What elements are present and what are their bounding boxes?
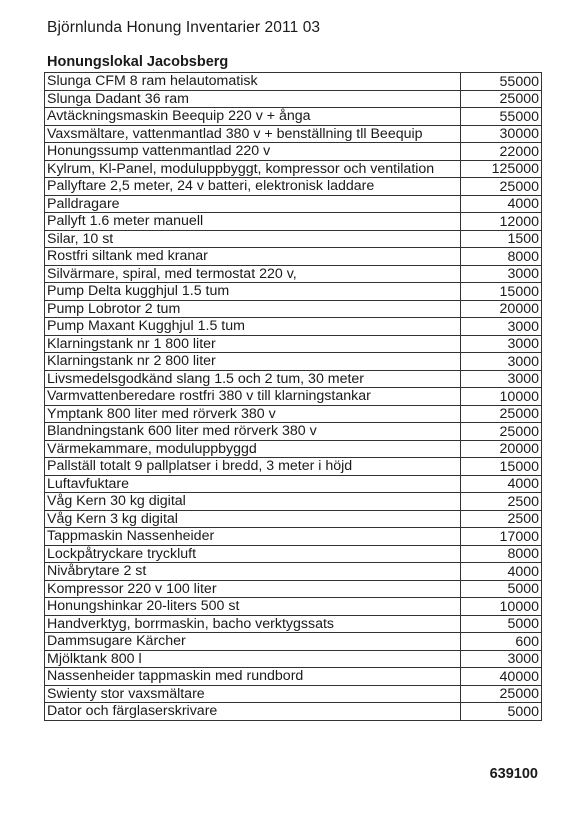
item-description: Pump Maxant Kugghjul 1.5 tum [45, 318, 461, 336]
item-description: Vaxsmältare, vattenmantlad 380 v + benställning tll Beequip [45, 125, 461, 143]
item-description: Kompressor 220 v 100 liter [45, 580, 461, 598]
table-row [45, 300, 542, 318]
table-row [45, 423, 542, 441]
item-description: Kylrum, Kl-Panel, moduluppbyggt, kompressor och ventilation [45, 160, 461, 178]
item-value: 5000 [461, 703, 542, 721]
item-value: 10000 [461, 388, 542, 406]
table-row [45, 370, 542, 388]
item-value: 55000 [461, 73, 542, 91]
item-value: 5000 [461, 615, 542, 633]
item-description: Dator och färglaserskrivare [45, 703, 461, 721]
item-value: 4000 [461, 563, 542, 581]
table-row [45, 633, 542, 651]
table-row [45, 265, 542, 283]
total-value: 639100 [489, 766, 538, 782]
item-description: Rostfri siltank med kranar [45, 248, 461, 266]
table-row [45, 388, 542, 406]
document-title: Björnlunda Honung Inventarier 2011 03 [47, 19, 321, 36]
item-description: Handverktyg, borrmaskin, bacho verktygssats [45, 615, 461, 633]
item-description: Slunga Dadant 36 ram [45, 90, 461, 108]
item-value: 125000 [461, 160, 542, 178]
table-row [45, 493, 542, 511]
inventory-table [44, 72, 542, 721]
item-description: Silvärmare, spiral, med termostat 220 v, [45, 265, 461, 283]
item-value: 600 [461, 633, 542, 651]
item-value: 25000 [461, 405, 542, 423]
item-value: 8000 [461, 248, 542, 266]
item-description: Våg Kern 3 kg digital [45, 510, 461, 528]
table-row [45, 90, 542, 108]
item-description: Dammsugare Kärcher [45, 633, 461, 651]
item-value: 8000 [461, 545, 542, 563]
item-value: 20000 [461, 300, 542, 318]
table-row [45, 405, 542, 423]
item-value: 25000 [461, 178, 542, 196]
item-description: Luftavfuktare [45, 475, 461, 493]
item-description: Pallställ totalt 9 pallplatser i bredd, 3 meter i höjd [45, 458, 461, 476]
table-row [45, 230, 542, 248]
table-row [45, 73, 542, 91]
item-value: 15000 [461, 458, 542, 476]
item-description: Klarningstank nr 1 800 liter [45, 335, 461, 353]
table-row [45, 353, 542, 371]
table-row [45, 510, 542, 528]
item-value: 3000 [461, 650, 542, 668]
item-description: Blandningstank 600 liter med rörverk 380 v [45, 423, 461, 441]
table-row [45, 475, 542, 493]
item-description: Pallyftare 2,5 meter, 24 v batteri, elektronisk laddare [45, 178, 461, 196]
item-description: Pump Lobrotor 2 tum [45, 300, 461, 318]
item-description: Avtäckningsmaskin Beequip 220 v + ånga [45, 108, 461, 126]
table-row [45, 703, 542, 721]
table-row [45, 598, 542, 616]
item-description: Tappmaskin Nassenheider [45, 528, 461, 546]
table-row [45, 335, 542, 353]
table-row [45, 283, 542, 301]
table-row [45, 440, 542, 458]
item-value: 10000 [461, 598, 542, 616]
table-row [45, 458, 542, 476]
item-value: 3000 [461, 265, 542, 283]
item-value: 25000 [461, 685, 542, 703]
item-description: Klarningstank nr 2 800 liter [45, 353, 461, 371]
table-row [45, 545, 542, 563]
item-description: Nivåbrytare 2 st [45, 563, 461, 581]
item-value: 15000 [461, 283, 542, 301]
table-row [45, 108, 542, 126]
inventory-table-body [45, 73, 542, 721]
item-value: 40000 [461, 668, 542, 686]
item-value: 12000 [461, 213, 542, 231]
item-value: 25000 [461, 423, 542, 441]
item-description: Livsmedelsgodkänd slang 1.5 och 2 tum, 30 meter [45, 370, 461, 388]
item-description: Slunga CFM 8 ram helautomatisk [45, 73, 461, 91]
item-description: Pallyft 1.6 meter manuell [45, 213, 461, 231]
item-description: Lockpåtryckare tryckluft [45, 545, 461, 563]
table-row [45, 213, 542, 231]
item-description: Swienty stor vaxsmältare [45, 685, 461, 703]
table-row [45, 178, 542, 196]
item-value: 3000 [461, 335, 542, 353]
table-row [45, 615, 542, 633]
table-row [45, 580, 542, 598]
item-value: 17000 [461, 528, 542, 546]
table-row [45, 528, 542, 546]
section-title: Honungslokal Jacobsberg [47, 54, 229, 70]
item-description: Honungshinkar 20-liters 500 st [45, 598, 461, 616]
table-row [45, 668, 542, 686]
item-description: Honungssump vattenmantlad 220 v [45, 143, 461, 161]
item-value: 3000 [461, 370, 542, 388]
item-value: 2500 [461, 493, 542, 511]
item-value: 22000 [461, 143, 542, 161]
item-description: Nassenheider tappmaskin med rundbord [45, 668, 461, 686]
table-row [45, 318, 542, 336]
item-description: Palldragare [45, 195, 461, 213]
item-value: 4000 [461, 195, 542, 213]
item-description: Varmvattenberedare rostfri 380 v till klarningstankar [45, 388, 461, 406]
item-value: 5000 [461, 580, 542, 598]
item-description: Våg Kern 30 kg digital [45, 493, 461, 511]
table-row [45, 248, 542, 266]
item-value: 2500 [461, 510, 542, 528]
item-description: Mjölktank 800 l [45, 650, 461, 668]
item-value: 25000 [461, 90, 542, 108]
item-value: 20000 [461, 440, 542, 458]
table-row [45, 125, 542, 143]
item-value: 3000 [461, 353, 542, 371]
item-description: Värmekammare, moduluppbyggd [45, 440, 461, 458]
item-value: 1500 [461, 230, 542, 248]
item-description: Ymptank 800 liter med rörverk 380 v [45, 405, 461, 423]
table-row [45, 160, 542, 178]
item-value: 30000 [461, 125, 542, 143]
item-description: Pump Delta kugghjul 1.5 tum [45, 283, 461, 301]
table-row [45, 563, 542, 581]
item-description: Silar, 10 st [45, 230, 461, 248]
item-value: 3000 [461, 318, 542, 336]
table-row [45, 650, 542, 668]
table-row [45, 685, 542, 703]
table-row [45, 143, 542, 161]
item-value: 4000 [461, 475, 542, 493]
item-value: 55000 [461, 108, 542, 126]
table-row [45, 195, 542, 213]
